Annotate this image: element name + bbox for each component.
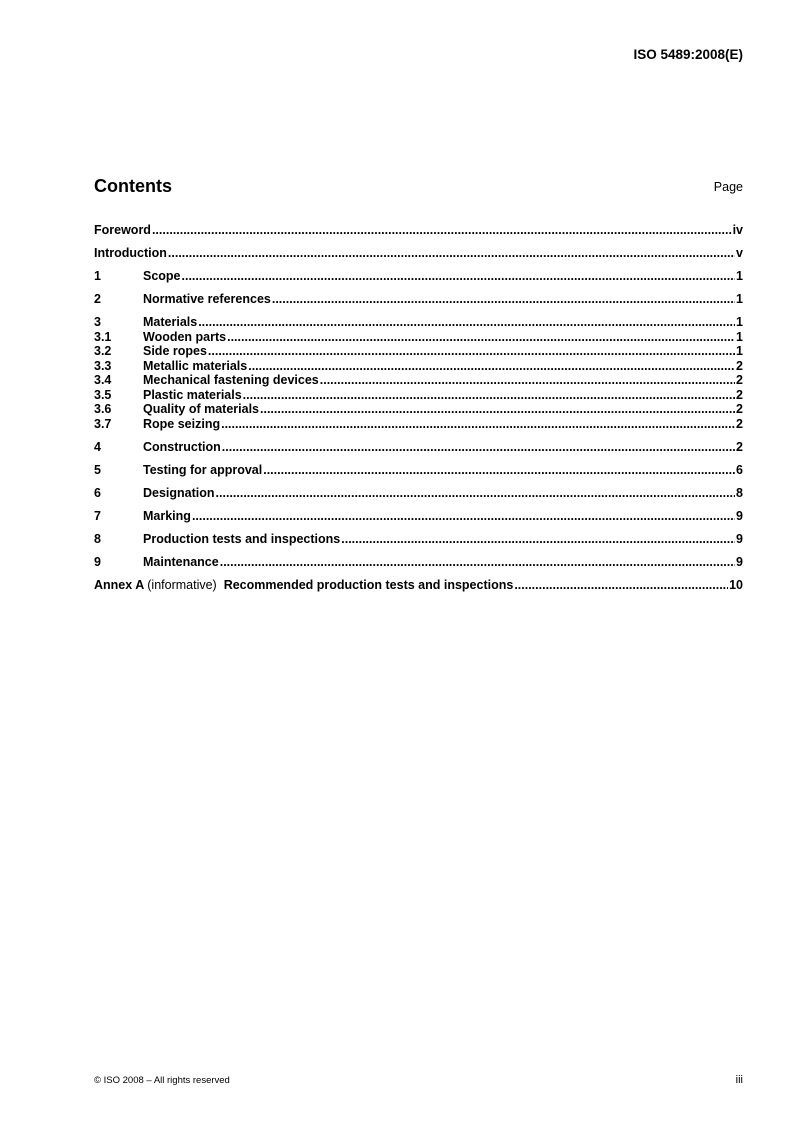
toc-entry-testing-for-approval[interactable] (94, 463, 743, 478)
toc-entry-number: 3.7 (94, 416, 112, 431)
toc-annex-title-group (94, 578, 513, 593)
toc-entry-page: 6 (736, 462, 743, 477)
toc-entry-number: 7 (94, 508, 101, 523)
toc-entry-title: Recommended production tests and inspections (223, 577, 514, 592)
toc-entry-page: 1 (736, 329, 743, 344)
toc-entry-maintenance[interactable] (94, 555, 743, 570)
toc-dot-leader (192, 509, 735, 524)
toc-entry-page: iv (732, 223, 743, 237)
toc-entry-metallic-materials[interactable] (94, 359, 743, 374)
copyright-notice: © ISO 2008 – All rights reserved (94, 1075, 230, 1086)
toc-entry-number: 3.5 (94, 387, 112, 402)
toc-dot-leader (341, 532, 735, 547)
toc-entry-plastic-materials[interactable] (94, 388, 743, 403)
toc-entry-title: Metallic materials (143, 358, 248, 373)
toc-entry-mechanical-fastening-devices[interactable] (94, 373, 743, 388)
toc-entry-title: Scope (143, 269, 181, 283)
toc-entry-title: Production tests and inspections (143, 531, 341, 546)
toc-dot-leader (272, 292, 735, 307)
toc-entry-page: 9 (736, 554, 743, 569)
toc-entry-materials[interactable] (94, 315, 743, 330)
toc-entry-title: Side ropes (143, 344, 207, 358)
toc-entry-annex-a[interactable] (94, 578, 743, 593)
toc-entry-page: 9 (736, 508, 743, 523)
toc-dot-leader (260, 402, 735, 417)
toc-annex-label: Annex A (94, 577, 144, 592)
toc-entry-wooden-parts[interactable] (94, 330, 743, 345)
toc-entry-quality-of-materials[interactable] (94, 402, 743, 417)
toc-entry-number: 8 (94, 531, 101, 546)
toc-entry-foreword[interactable] (94, 223, 743, 238)
toc-entry-page: 10 (729, 577, 743, 592)
toc-entry-title: Wooden parts (143, 329, 227, 344)
toc-entry-production-tests[interactable] (94, 532, 743, 547)
document-id: ISO 5489:2008(E) (633, 47, 743, 62)
toc-dot-leader (514, 578, 728, 593)
toc-entry-title: Materials (143, 315, 198, 329)
toc-entry-number: 3 (94, 315, 101, 329)
toc-dot-leader (320, 373, 735, 388)
toc-annex-qualifier: (informative) (147, 577, 217, 592)
toc-dot-leader (198, 315, 735, 330)
toc-entry-page: 2 (736, 387, 743, 402)
toc-dot-leader (182, 269, 736, 284)
toc-entry-page: 1 (736, 292, 743, 306)
toc-entry-number: 3.2 (94, 344, 112, 358)
toc-entry-page: v (736, 246, 743, 260)
toc-entry-number: 2 (94, 292, 101, 306)
toc-entry-number: 4 (94, 439, 101, 454)
toc-page-column-label: Page (713, 180, 743, 194)
toc-entry-introduction[interactable] (94, 246, 743, 261)
toc-dot-leader (243, 388, 735, 403)
toc-entry-designation[interactable] (94, 486, 743, 501)
toc-entry-side-ropes[interactable] (94, 344, 743, 359)
table-of-contents (94, 223, 743, 592)
toc-entry-number: 3.6 (94, 402, 112, 416)
toc-dot-leader (248, 359, 735, 374)
toc-entry-number: 6 (94, 485, 101, 500)
toc-entry-rope-seizing[interactable] (94, 417, 743, 432)
toc-entry-title: Plastic materials (143, 387, 242, 402)
toc-entry-page: 1 (736, 269, 743, 283)
toc-dot-leader (221, 417, 735, 432)
toc-heading: Contents (94, 176, 172, 196)
toc-entry-title: Testing for approval (143, 462, 263, 477)
toc-dot-leader (222, 440, 735, 455)
toc-entry-number: 5 (94, 462, 101, 477)
toc-entry-construction[interactable] (94, 440, 743, 455)
toc-entry-page: 1 (736, 344, 743, 358)
toc-entry-title: Foreword (94, 223, 151, 237)
toc-entry-scope[interactable] (94, 269, 743, 284)
toc-dot-leader (227, 330, 735, 345)
toc-entry-page: 8 (736, 485, 743, 500)
toc-entry-number: 3.1 (94, 329, 112, 344)
toc-entry-title: Introduction (94, 246, 167, 260)
toc-entry-page: 2 (736, 416, 743, 431)
toc-entry-title: Marking (143, 508, 191, 523)
toc-entry-page: 1 (736, 315, 743, 329)
toc-entry-page: 2 (736, 439, 743, 454)
toc-entry-page: 2 (736, 358, 743, 373)
toc-entry-title: Rope seizing (143, 416, 221, 431)
toc-entry-title: Maintenance (143, 554, 219, 569)
toc-entry-number: 9 (94, 554, 101, 569)
toc-entry-number: 3.4 (94, 373, 112, 387)
toc-dot-leader (208, 344, 735, 359)
toc-dot-leader (263, 463, 735, 478)
toc-entry-number: 1 (94, 269, 101, 283)
toc-entry-title: Normative references (143, 292, 271, 306)
toc-entry-title: Quality of materials (143, 402, 260, 416)
toc-entry-title: Construction (143, 439, 221, 454)
toc-entry-normative-references[interactable] (94, 292, 743, 307)
toc-entry-page: 2 (736, 373, 743, 387)
toc-dot-leader (168, 246, 735, 261)
toc-dot-leader (216, 486, 736, 501)
toc-entry-page: 9 (736, 531, 743, 546)
toc-entry-number: 3.3 (94, 358, 112, 373)
toc-entry-title: Designation (143, 485, 215, 500)
toc-entry-title: Mechanical fastening devices (143, 373, 319, 387)
toc-dot-leader (220, 555, 735, 570)
toc-entry-marking[interactable] (94, 509, 743, 524)
toc-dot-leader (152, 223, 732, 238)
toc-entry-page: 2 (736, 402, 743, 416)
page-number: iii (735, 1074, 743, 1086)
